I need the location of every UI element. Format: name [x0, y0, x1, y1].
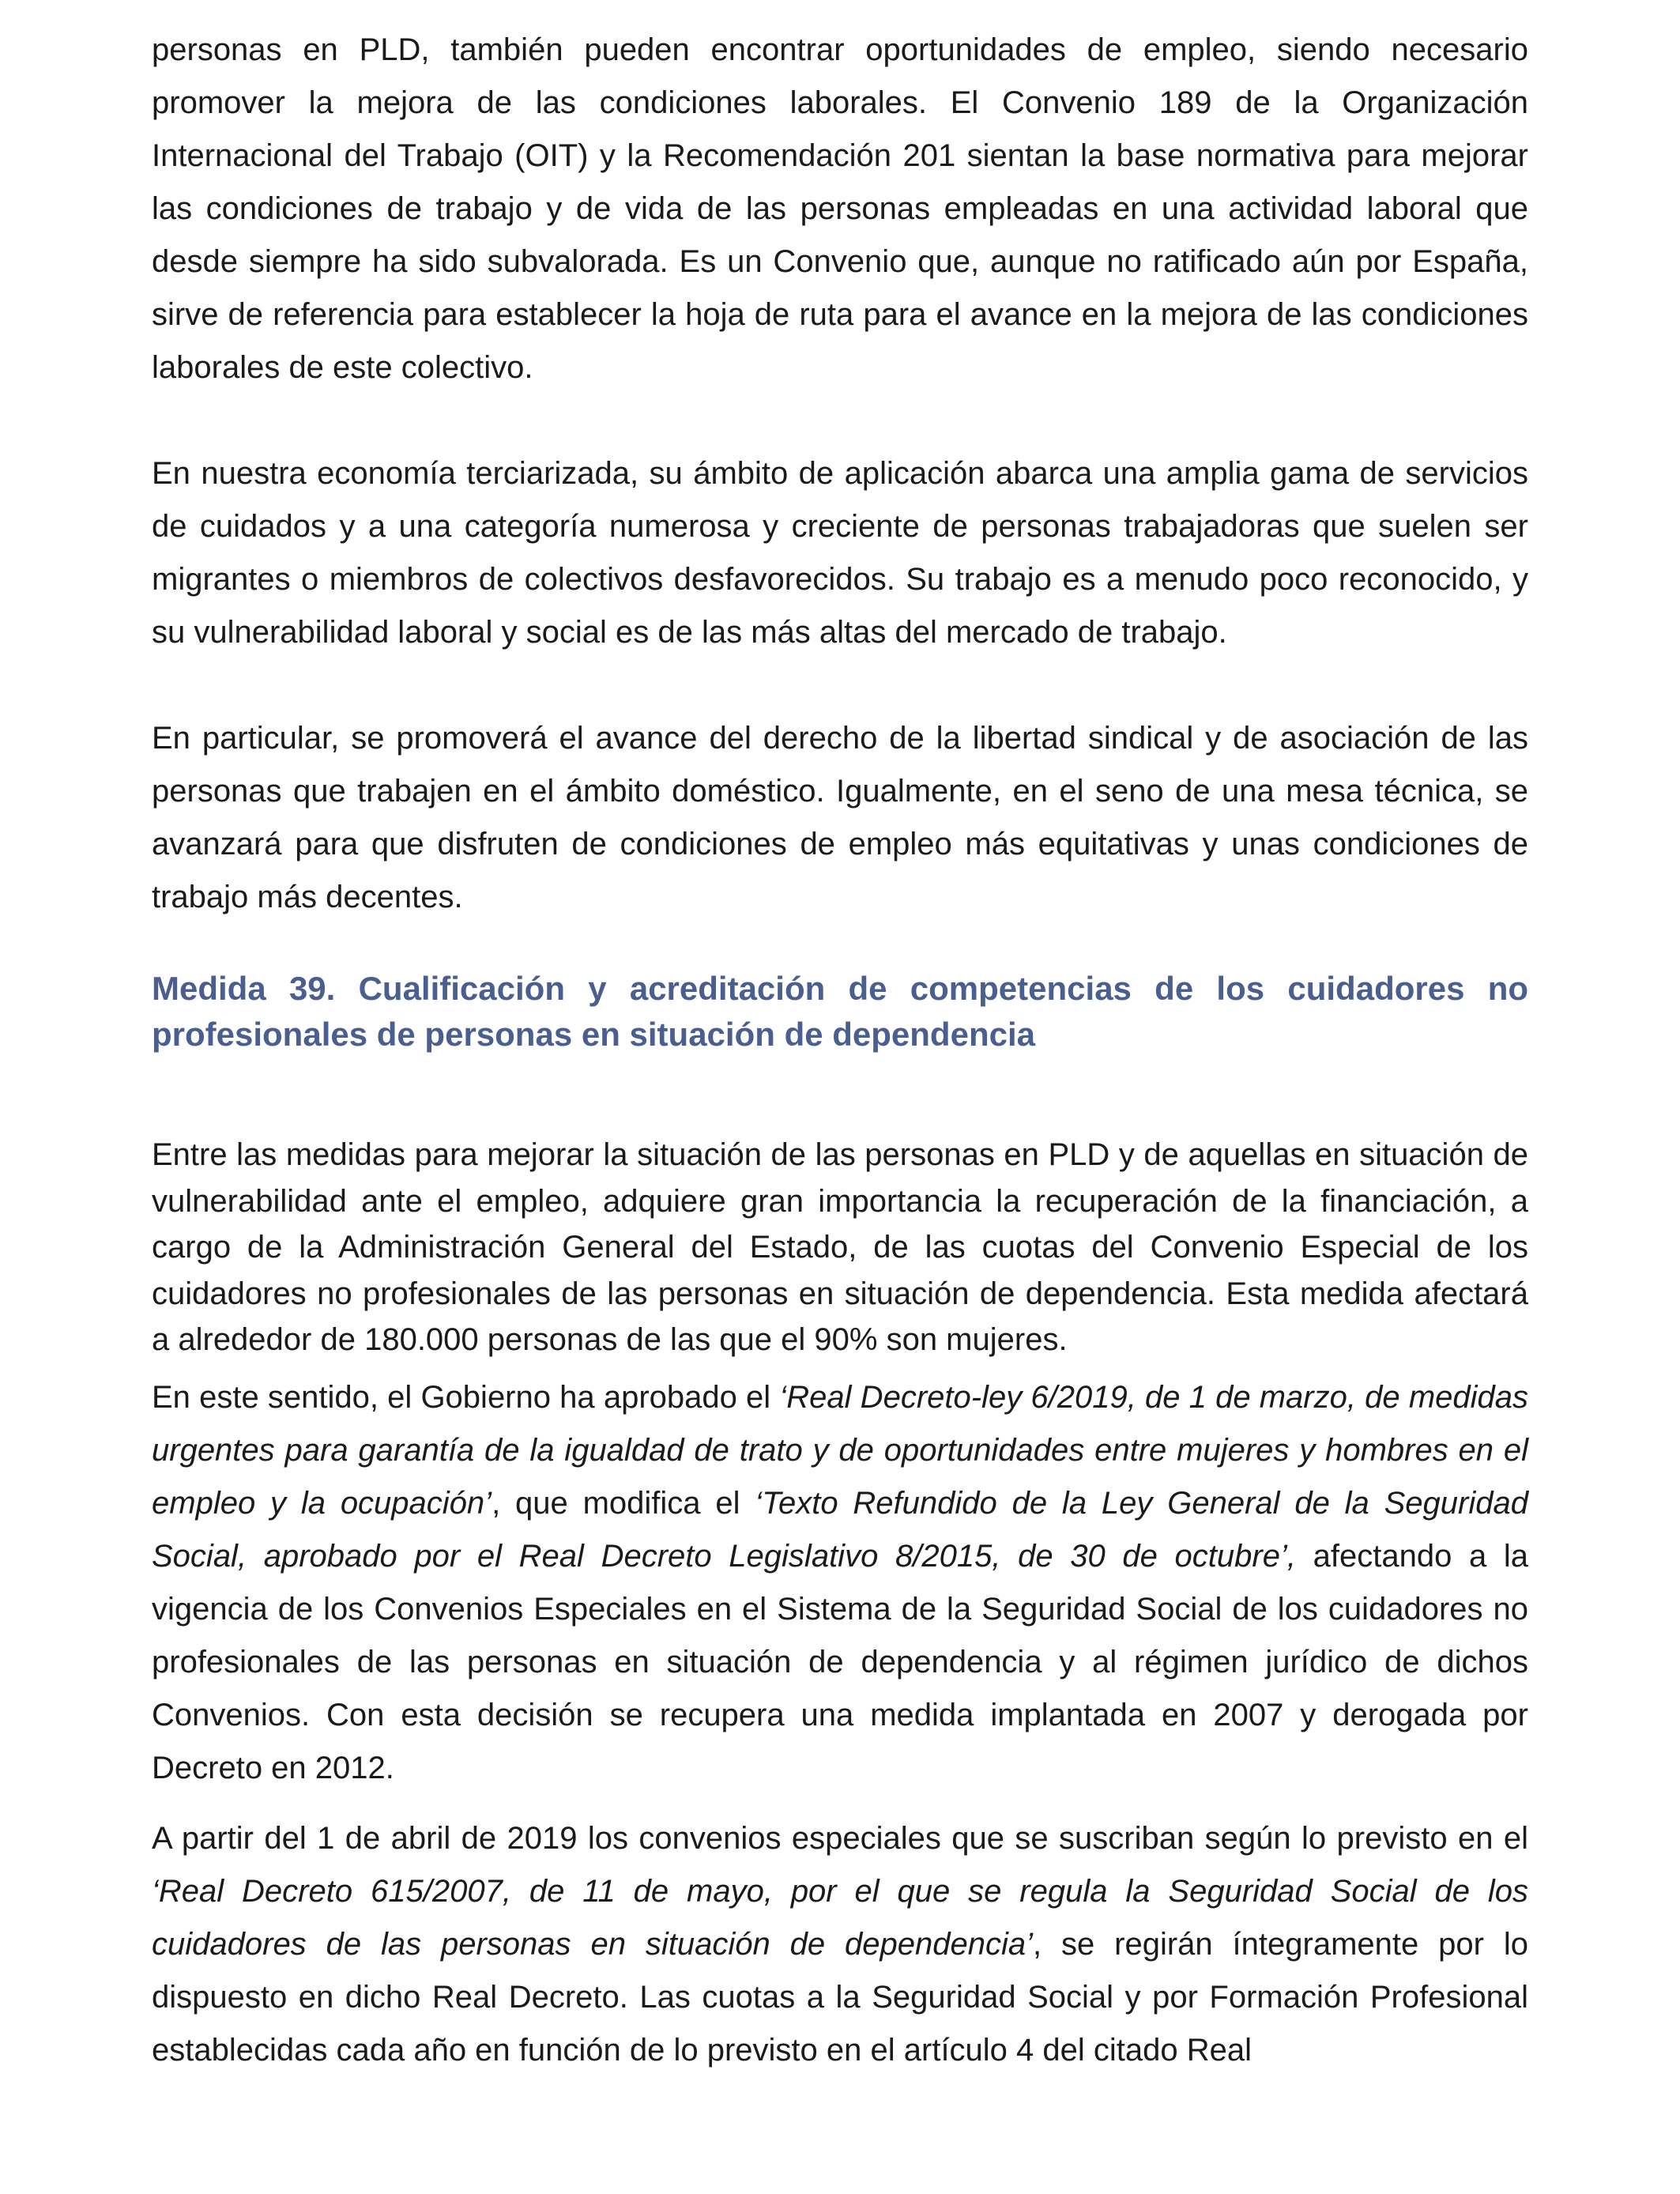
paragraph-5-text-3: afectando a la vigencia de los Convenios Especiales en el Sistema de la Seguridad Social de los cuidadores no profesionales de las personas en situación de dependencia y al régimen jurídico de dichos Convenios. Con esta decisión se recupera una medida implantada en 2007 y derogada por Decreto en 2012. — [152, 1538, 1529, 1785]
paragraph-6-citation-1: ‘Real Decreto 615/2007, de 11 de mayo, por el que se regula la Seguridad Social de los cuidadores de las personas en situación de dependencia’ — [152, 1873, 1528, 1962]
paragraph-6 — [152, 1812, 1528, 2077]
paragraph-6-text-2: , se regirán íntegramente por lo dispuesto en dicho Real Decreto. Las cuotas a la Seguridad Social y por Formación Profesional establecidas cada año en función de lo previsto en el artículo 4 del citado Real — [152, 1926, 1528, 2068]
document-page — [152, 24, 1528, 2077]
paragraph-5-text-1: En este sentido, el Gobierno ha aprobado el — [152, 1379, 780, 1415]
section-heading: Medida 39. Cualificación y acreditación de competencias de los cuidadores no profesionales de personas en situación de dependencia — [152, 970, 1528, 1053]
paragraph-5-citation-2: ‘Texto Refundido de la Ley General de la Seguridad Social, aprobado por el Real Decreto Legislativo 8/2015, de 30 de octubre’, — [152, 1485, 1528, 1574]
paragraph-2: En nuestra economía terciarizada, su ámbito de aplicación abarca una amplia gama de servicios de cuidados y a una categoría numerosa y creciente de personas trabajadoras que suelen ser migrantes o miembros de colectivos desfavorecidos. Su trabajo es a menudo poco reconocido, y su vulnerabilidad laboral y social es de las más altas del mercado de trabajo. — [152, 456, 1528, 650]
paragraph-5-citation-1: ‘Real Decreto-ley 6/2019, de 1 de marzo, de medidas urgentes para garantía de la igualdad de trato y de oportunidades entre mujeres y hombres en el empleo y la ocupación’ — [152, 1379, 1529, 1521]
paragraph-1: personas en PLD, también pueden encontrar oportunidades de empleo, siendo necesario promover la mejora de las condiciones laborales. El Convenio 189 de la Organización Internacional del Trabajo (OIT) y la Recomendación 201 sientan la base normativa para mejorar las condiciones de trabajo y de vida de las personas empleadas en una actividad laboral que desde siempre ha sido subvalorada. Es un Convenio que, aunque no ratificado aún por España, sirve de referencia para establecer la hoja de ruta para el avance en la mejora de las condiciones laborales de este colectivo. — [152, 32, 1528, 385]
paragraph-4: Entre las medidas para mejorar la situación de las personas en PLD y de aquellas en situación de vulnerabilidad ante el empleo, adquiere gran importancia la recuperación de la financiación, a cargo de la Administración General del Estado, de las cuotas del Convenio Especial de los cuidadores no profesionales de las personas en situación de dependencia. Esta medida afectará a alrededor de 180.000 personas de las que el 90% son mujeres. — [152, 1137, 1528, 1357]
paragraph-3: En particular, se promoverá el avance del derecho de la libertad sindical y de asociación de las personas que trabajen en el ámbito doméstico. Igualmente, en el seno de una mesa técnica, se avanzará para que disfruten de condiciones de empleo más equitativas y unas condiciones de trabajo más decentes. — [152, 721, 1528, 914]
paragraph-5 — [152, 1371, 1528, 1795]
paragraph-5-text-2: , que modifica el — [492, 1485, 755, 1521]
paragraph-6-text-1: A partir del 1 de abril de 2019 los convenios especiales que se suscriban según lo previsto en el — [152, 1820, 1528, 1856]
